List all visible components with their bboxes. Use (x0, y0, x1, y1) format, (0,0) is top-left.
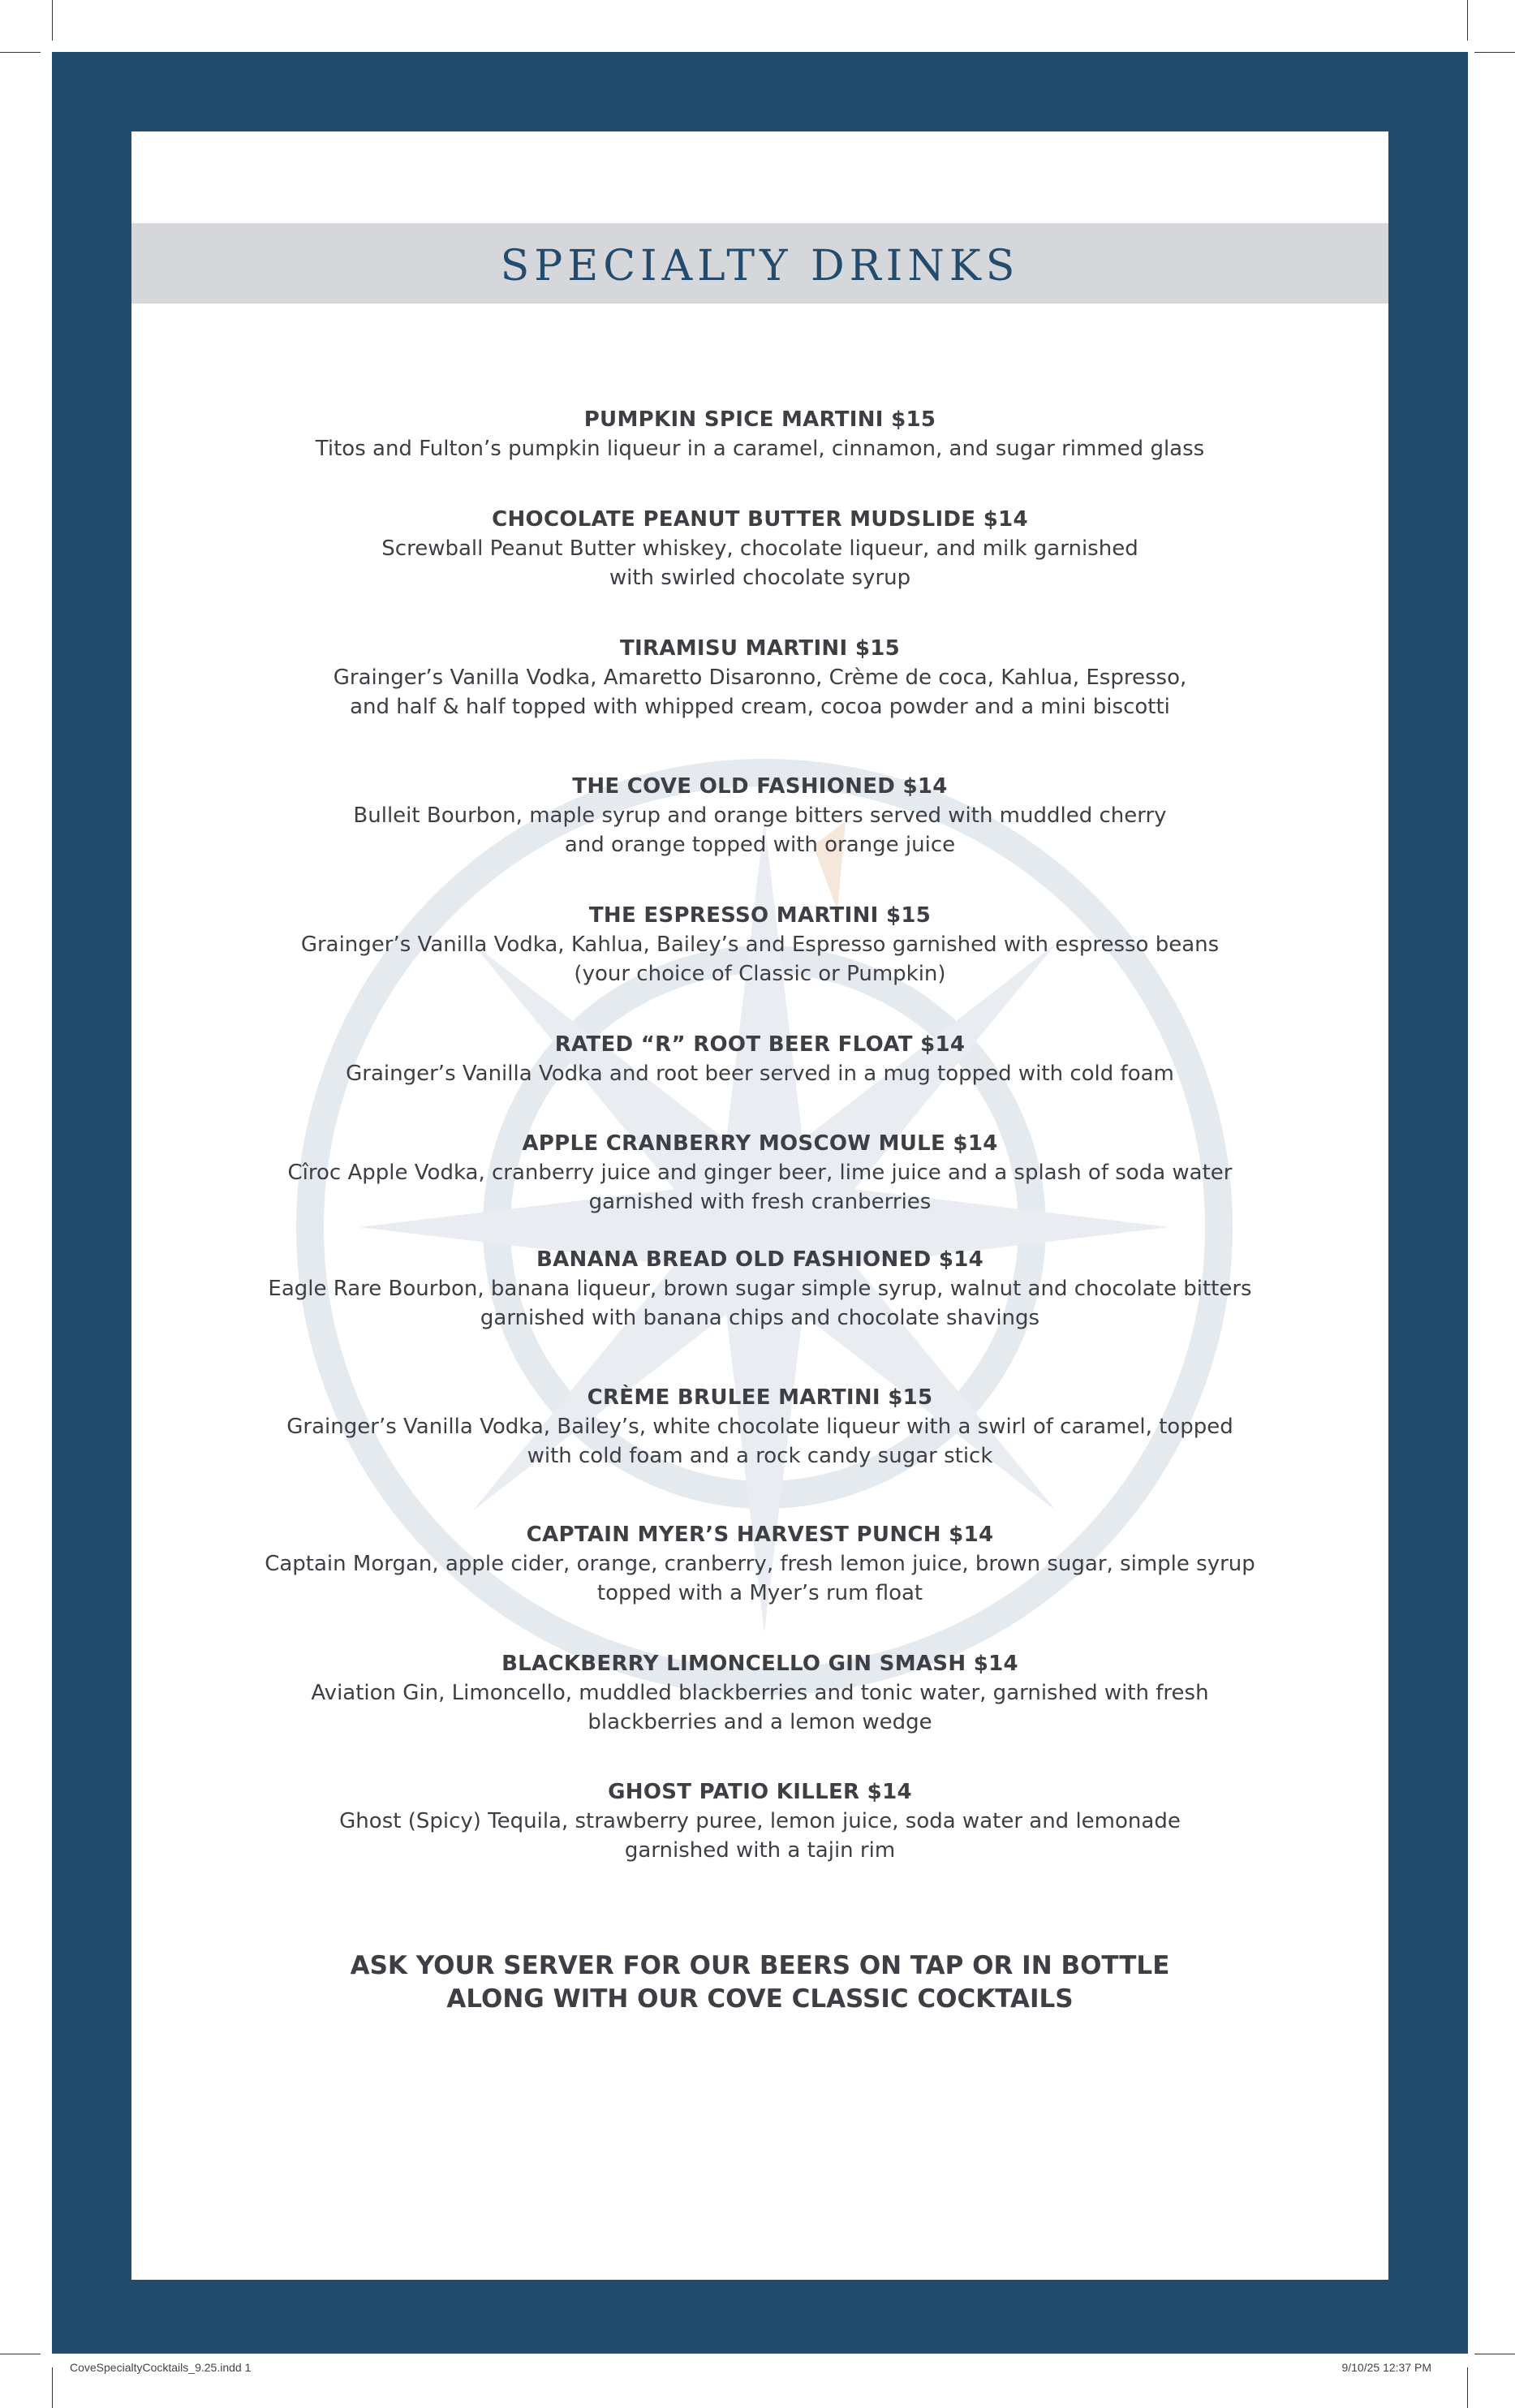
drink-name: PUMPKIN SPICE MARTINI $15 (583, 407, 936, 432)
drink-name: CHOCOLATE PEANUT BUTTER MUDSLIDE $14 (492, 507, 1028, 532)
title-banner (131, 223, 1388, 304)
drink-description: Aviation Gin, Limoncello, muddled blackberries and tonic water, garnished with fresh blackberries and a lemon wedge (311, 1681, 1209, 1734)
drink-item (131, 1245, 1388, 1333)
drink-description: Ghost (Spicy) Tequila, strawberry puree, lemon juice, soda water and lemonade garnished with a tajin rim (339, 1809, 1181, 1863)
drink-name: RATED “R” ROOT BEER FLOAT $14 (554, 1032, 966, 1057)
menu-title: SPECIALTY DRINKS (500, 241, 1020, 291)
drink-item (131, 1520, 1388, 1608)
footer-note: ASK YOUR SERVER FOR OUR BEERS ON TAP OR IN BOTTLE ALONG WITH OUR COVE CLASSIC COCKTAILS (350, 1951, 1170, 2014)
print-slug-file: CoveSpecialtyCocktails_9.25.indd 1 (70, 2361, 252, 2374)
drink-description: Bulleit Bourbon, maple syrup and orange bitters served with muddled cherry and orange topped with orange juice (353, 803, 1167, 857)
drink-item (131, 1383, 1388, 1471)
crop-mark (0, 52, 41, 53)
drink-name: THE ESPRESSO MARTINI $15 (588, 903, 932, 928)
drink-description: Cîroc Apple Vodka, cranberry juice and ginger beer, lime juice and a splash of soda water garnished with fresh cranberries (287, 1161, 1233, 1214)
drink-item (131, 405, 1388, 463)
drink-item (131, 772, 1388, 859)
drink-description: Grainger’s Vanilla Vodka and root beer served in a mug topped with cold foam (346, 1062, 1174, 1086)
crop-mark (1467, 2367, 1468, 2408)
print-slug-timestamp: 9/10/25 12:37 PM (1341, 2361, 1431, 2374)
drink-description: Grainger’s Vanilla Vodka, Amaretto Disaronno, Crème de coca, Kahlua, Espresso, and half & half topped with whipped cream, cocoa powder and a mini biscotti (333, 666, 1187, 719)
crop-mark (1474, 52, 1515, 53)
crop-mark (1467, 0, 1468, 41)
drink-name: BANANA BREAD OLD FASHIONED $14 (536, 1247, 983, 1272)
drink-item (131, 1030, 1388, 1088)
drink-description: Titos and Fulton’s pumpkin liqueur in a caramel, cinnamon, and sugar rimmed glass (315, 437, 1205, 461)
crop-mark (52, 0, 53, 41)
drink-item (131, 1129, 1388, 1217)
drink-item (131, 505, 1388, 592)
drink-name: THE COVE OLD FASHIONED $14 (572, 774, 948, 799)
drink-name: APPLE CRANBERRY MOSCOW MULE $14 (522, 1131, 998, 1156)
drink-name: TIRAMISU MARTINI $15 (619, 636, 900, 661)
drink-description: Captain Morgan, apple cider, orange, cranberry, fresh lemon juice, brown sugar, simple syrup topped with a Myer’s rum float (265, 1552, 1255, 1605)
crop-mark (52, 2367, 53, 2408)
drink-description: Screwball Peanut Butter whiskey, chocolate liqueur, and milk garnished with swirled chocolate syrup (381, 536, 1138, 590)
drink-name: BLACKBERRY LIMONCELLO GIN SMASH $14 (501, 1652, 1018, 1676)
menu-panel (131, 131, 1388, 2280)
drink-description: Grainger’s Vanilla Vodka, Kahlua, Bailey’s and Espresso garnished with espresso beans (your choice of Classic or Pumpkin) (300, 933, 1220, 986)
drink-name: CRÈME BRULEE MARTINI $15 (587, 1385, 933, 1410)
drink-description: Grainger’s Vanilla Vodka, Bailey’s, white chocolate liqueur with a swirl of caramel, topped with cold foam and a rock candy sugar stick (286, 1415, 1233, 1468)
drink-item (131, 634, 1388, 722)
drink-item (131, 1649, 1388, 1737)
drink-name: GHOST PATIO KILLER $14 (608, 1780, 912, 1804)
drink-item (131, 1777, 1388, 1865)
drink-name: CAPTAIN MYER’S HARVEST PUNCH $14 (526, 1523, 994, 1547)
drink-item (131, 901, 1388, 989)
drink-description: Eagle Rare Bourbon, banana liqueur, brown sugar simple syrup, walnut and chocolate bitters garnished with banana chips and chocolate shavings (268, 1277, 1252, 1330)
